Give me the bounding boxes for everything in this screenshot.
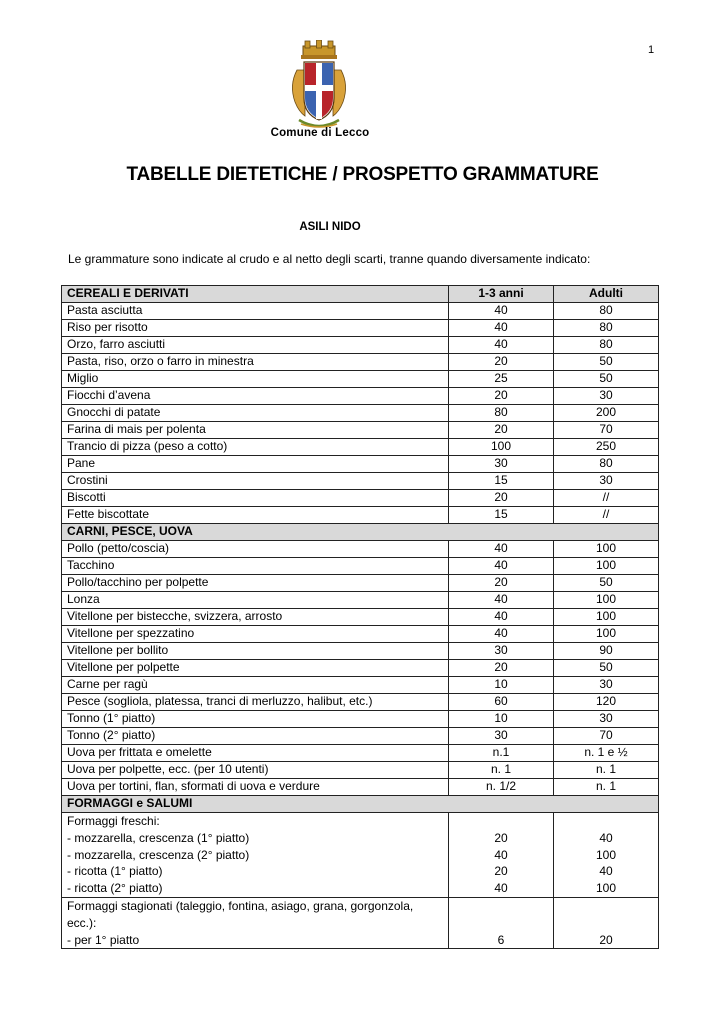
table-row — [62, 371, 659, 388]
item-name: Vitellone per bistecche, svizzera, arrosto — [62, 609, 449, 626]
document-title: TABELLE DIETETICHE / PROSPETTO GRAMMATURE — [126, 164, 599, 185]
sub-item-name: - ricotta (1° piatto) — [67, 864, 163, 879]
table-row — [62, 354, 659, 371]
value-1-3-anni: 40 — [449, 541, 554, 558]
value-adulti: 30 — [554, 711, 659, 728]
value-adulti: 200 — [554, 405, 659, 422]
table-header-row — [62, 286, 659, 303]
sub-label: ecc.): — [67, 915, 97, 930]
sub-item-value: 20 — [494, 864, 508, 879]
value-1-3-anni: 60 — [449, 694, 554, 711]
table-row — [62, 626, 659, 643]
sub-item-name: - ricotta (2° piatto) — [67, 881, 163, 896]
item-name: Vitellone per spezzatino — [62, 626, 449, 643]
value-1-3-anni: n.1 — [449, 745, 554, 762]
spacer — [559, 813, 653, 830]
item-name: Tacchino — [62, 558, 449, 575]
value-adulti: 80 — [554, 303, 659, 320]
item-name: Tonno (1° piatto) — [62, 711, 449, 728]
item-name: Biscotti — [62, 490, 449, 507]
table-row — [62, 320, 659, 337]
value-adulti: 30 — [554, 677, 659, 694]
category-header-carni: CARNI, PESCE, UOVA — [62, 524, 659, 541]
category-header-cereali: CEREALI E DERIVATI — [62, 286, 449, 303]
item-name: Vitellone per bollito — [62, 643, 449, 660]
table-row — [62, 541, 659, 558]
value-adulti: 30 — [554, 388, 659, 405]
item-name: Pesce (sogliola, platessa, tranci di merluzzo, halibut, etc.) — [62, 694, 449, 711]
table-row — [62, 439, 659, 456]
table-row — [62, 609, 659, 626]
item-name — [62, 897, 449, 948]
item-name: Carne per ragù — [62, 677, 449, 694]
value-1-3-anni: n. 1/2 — [449, 779, 554, 796]
item-name — [62, 813, 449, 898]
item-name: Orzo, farro asciutti — [62, 337, 449, 354]
comune-di-lecco-crest-icon — [287, 40, 351, 132]
value-adulti: 250 — [554, 439, 659, 456]
item-name: Lonza — [62, 592, 449, 609]
value-adulti: 50 — [554, 660, 659, 677]
sub-label: Formaggi freschi: — [67, 814, 160, 828]
table-row — [62, 507, 659, 524]
table-row — [62, 337, 659, 354]
value-1-3-anni: 20 — [449, 660, 554, 677]
value-1-3-anni: 40 — [449, 320, 554, 337]
table-row — [62, 660, 659, 677]
sub-item-value: 6 — [497, 932, 505, 947]
table-row — [62, 592, 659, 609]
item-name: Pollo/tacchino per polpette — [62, 575, 449, 592]
item-name: Miglio — [62, 371, 449, 388]
value-1-3-anni: 30 — [449, 456, 554, 473]
table-row — [62, 897, 659, 948]
sub-item-value: 40 — [494, 847, 508, 862]
section-subtitle: ASILI NIDO — [299, 221, 361, 233]
value-adulti — [554, 897, 659, 948]
category-row — [62, 524, 659, 541]
sub-item-value: 20 — [599, 932, 613, 947]
value-1-3-anni: 10 — [449, 677, 554, 694]
value-1-3-anni: 15 — [449, 507, 554, 524]
value-1-3-anni — [449, 897, 554, 948]
sub-item-name: - mozzarella, crescenza (1° piatto) — [67, 830, 250, 845]
table-row — [62, 745, 659, 762]
value-adulti: 80 — [554, 320, 659, 337]
value-adulti: 120 — [554, 694, 659, 711]
item-name: Pasta asciutta — [62, 303, 449, 320]
item-name: Tonno (2° piatto) — [62, 728, 449, 745]
page-number: 1 — [648, 44, 655, 56]
value-1-3-anni: 20 — [449, 575, 554, 592]
value-1-3-anni: n. 1 — [449, 762, 554, 779]
sub-item-value: 100 — [595, 847, 617, 862]
value-1-3-anni: 30 — [449, 728, 554, 745]
column-header-adulti: Adulti — [554, 286, 659, 303]
value-adulti: // — [554, 490, 659, 507]
intro-note: Le grammature sono indicate al crudo e al netto degli scarti, tranne quando diversamente indicato: — [68, 252, 591, 266]
value-1-3-anni: 100 — [449, 439, 554, 456]
value-1-3-anni: 40 — [449, 558, 554, 575]
table-row — [62, 643, 659, 660]
value-adulti: n. 1 — [554, 762, 659, 779]
category-header-formaggi: FORMAGGI e SALUMI — [62, 796, 659, 813]
column-header-1-3-anni: 1-3 anni — [449, 286, 554, 303]
table-row — [62, 813, 659, 898]
sub-item-name: - per 1° piatto — [67, 932, 140, 947]
value-adulti: 80 — [554, 337, 659, 354]
item-name: Pasta, riso, orzo o farro in minestra — [62, 354, 449, 371]
table-row — [62, 711, 659, 728]
sub-label: Formaggi stagionati (taleggio, fontina, asiago, grana, gorgonzola, — [67, 898, 414, 913]
value-adulti — [554, 813, 659, 898]
value-1-3-anni: 15 — [449, 473, 554, 490]
spacer — [454, 813, 548, 830]
org-name: Comune di Lecco — [270, 127, 370, 139]
sub-item-value: 20 — [494, 830, 508, 845]
value-1-3-anni: 80 — [449, 405, 554, 422]
spacer — [454, 898, 548, 915]
table-row — [62, 779, 659, 796]
sub-item-value: 40 — [599, 864, 613, 879]
table-row — [62, 694, 659, 711]
item-name: Farina di mais per polenta — [62, 422, 449, 439]
category-row — [62, 796, 659, 813]
value-adulti: 50 — [554, 371, 659, 388]
item-name: Riso per risotto — [62, 320, 449, 337]
value-adulti: 100 — [554, 541, 659, 558]
value-1-3-anni: 30 — [449, 643, 554, 660]
value-1-3-anni: 40 — [449, 609, 554, 626]
value-1-3-anni: 20 — [449, 354, 554, 371]
table-row — [62, 422, 659, 439]
value-adulti: 50 — [554, 575, 659, 592]
value-adulti: 70 — [554, 422, 659, 439]
item-name: Uova per frittata e omelette — [62, 745, 449, 762]
value-adulti: 90 — [554, 643, 659, 660]
item-name: Fette biscottate — [62, 507, 449, 524]
value-1-3-anni: 40 — [449, 626, 554, 643]
sub-item-value: 40 — [494, 881, 508, 896]
value-adulti: 30 — [554, 473, 659, 490]
item-name: Pollo (petto/coscia) — [62, 541, 449, 558]
sub-item-value: 40 — [599, 830, 613, 845]
table-row — [62, 456, 659, 473]
spacer — [559, 898, 653, 915]
table-row — [62, 490, 659, 507]
value-1-3-anni: 20 — [449, 422, 554, 439]
spacer — [559, 915, 653, 932]
value-adulti: 50 — [554, 354, 659, 371]
value-adulti: n. 1 — [554, 779, 659, 796]
item-name: Gnocchi di patate — [62, 405, 449, 422]
value-adulti: 100 — [554, 592, 659, 609]
sub-item-name: - mozzarella, crescenza (2° piatto) — [67, 847, 250, 862]
table-row — [62, 303, 659, 320]
table-row — [62, 728, 659, 745]
grammature-table — [61, 285, 659, 949]
spacer — [454, 915, 548, 932]
value-1-3-anni: 40 — [449, 303, 554, 320]
table-row — [62, 405, 659, 422]
value-1-3-anni: 10 — [449, 711, 554, 728]
item-name: Fiocchi d’avena — [62, 388, 449, 405]
value-adulti: n. 1 e ½ — [554, 745, 659, 762]
value-1-3-anni — [449, 813, 554, 898]
table-row — [62, 762, 659, 779]
value-adulti: 100 — [554, 558, 659, 575]
item-name: Vitellone per polpette — [62, 660, 449, 677]
value-adulti: 70 — [554, 728, 659, 745]
item-name: Trancio di pizza (peso a cotto) — [62, 439, 449, 456]
table-row — [62, 677, 659, 694]
table-row — [62, 558, 659, 575]
value-adulti: 100 — [554, 609, 659, 626]
value-adulti: // — [554, 507, 659, 524]
value-adulti: 100 — [554, 626, 659, 643]
value-1-3-anni: 25 — [449, 371, 554, 388]
item-name: Pane — [62, 456, 449, 473]
value-1-3-anni: 20 — [449, 388, 554, 405]
table-row — [62, 388, 659, 405]
table-row — [62, 575, 659, 592]
value-adulti: 80 — [554, 456, 659, 473]
value-1-3-anni: 40 — [449, 337, 554, 354]
item-name: Uova per tortini, flan, sformati di uova e verdure — [62, 779, 449, 796]
sub-item-value: 100 — [595, 881, 617, 896]
value-1-3-anni: 20 — [449, 490, 554, 507]
item-name: Crostini — [62, 473, 449, 490]
item-name: Uova per polpette, ecc. (per 10 utenti) — [62, 762, 449, 779]
table-row — [62, 473, 659, 490]
value-1-3-anni: 40 — [449, 592, 554, 609]
